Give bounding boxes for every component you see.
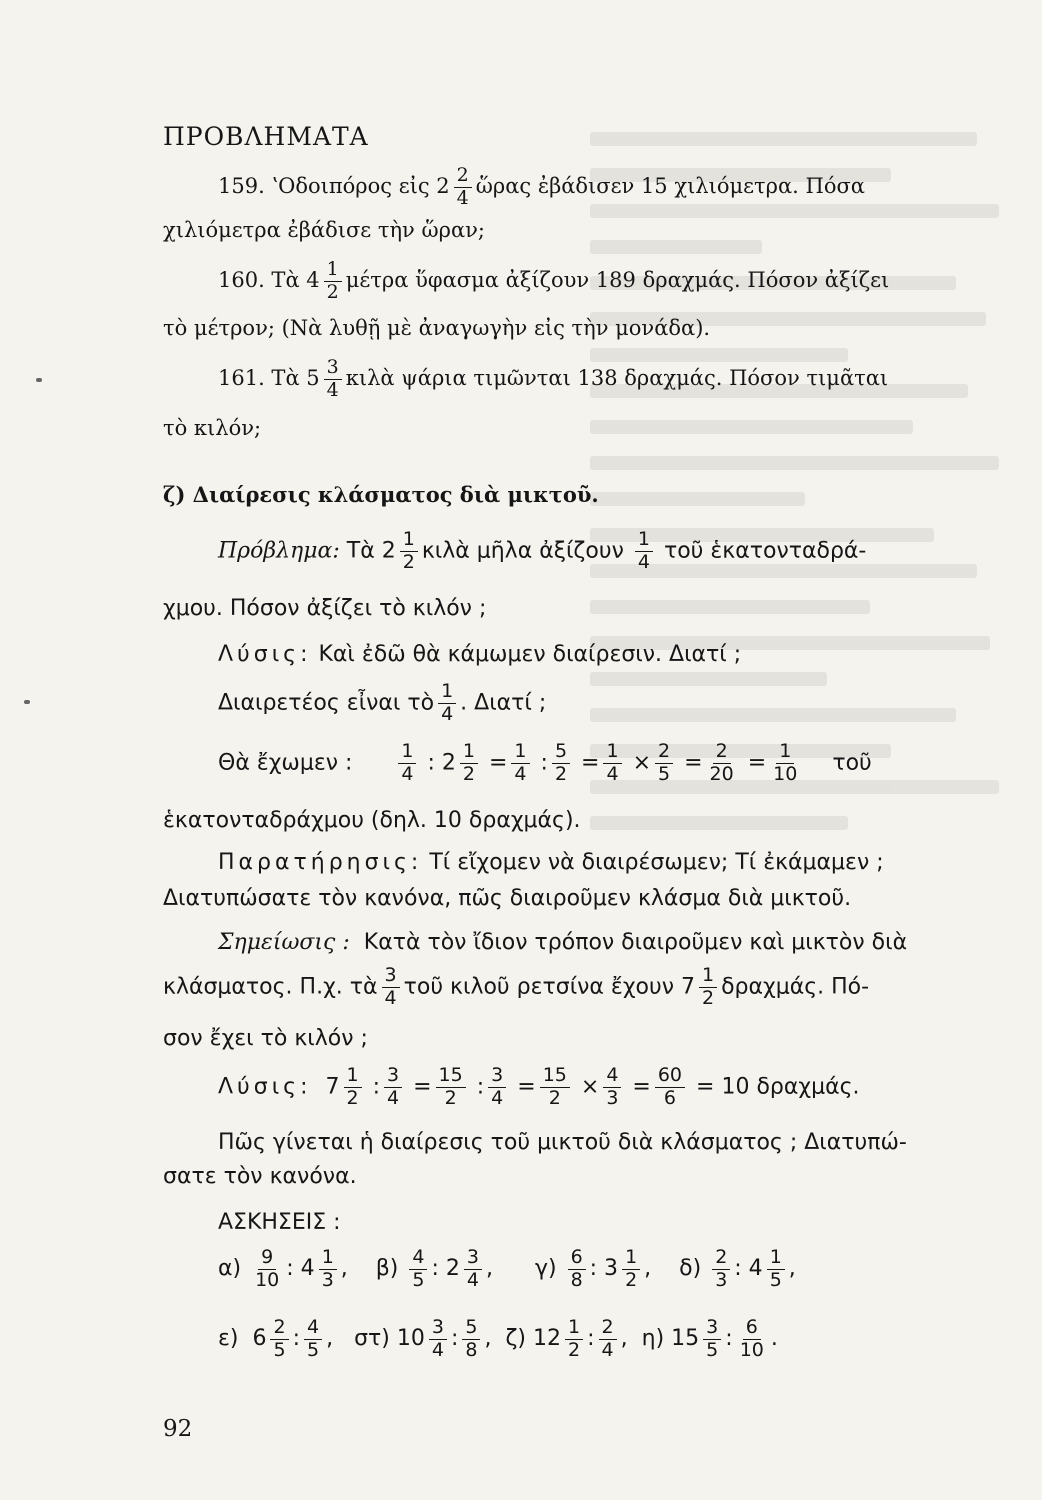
exercise-e: ε) 6 $\frac{2}{5}$ : $\frac{4}{5}$ , xyxy=(218,1316,334,1361)
example-problem: Πρόβλημα: Τὰ 2 $\frac{1}{2}$ κιλὰ μῆλα ἀξίζουν $\frac{1}{4}$ τοῦ ἑκατονταδρά- xyxy=(218,528,867,573)
fraction: $\frac{6}{10}$ xyxy=(739,1316,764,1361)
observation-cont: Διατυπώσατε τὸν κανόνα, πῶς διαιροῦμεν κλάσμα διὰ μικτοῦ. xyxy=(163,886,852,911)
fraction: $\frac{2}{3}$ xyxy=(712,1248,730,1291)
fraction: $\frac{3}{5}$ xyxy=(703,1318,721,1361)
exercise-d: δ) $\frac{2}{3}$ : 4 $\frac{1}{5}$ , xyxy=(679,1246,796,1291)
calculation-1: Θὰ ἔχωμεν : $\frac{1}{4}$ : 2 $\frac{1}{2}$ = $\frac{1}{4}$ : $\frac{5}{2}$ = $\frac{1}{4}$ × $\frac{2}{5}$ = $\frac{2}{20}$ = $\frac{1}{10}$ τοῦ xyxy=(218,740,872,785)
subsection-heading: ζ) Διαίρεσις κλάσματος διὰ μικτοῦ. xyxy=(163,482,599,507)
observation: Παρατήρησις: Τί εἴχομεν νὰ διαιρέσωμεν; Τί ἐκάμαμεν ; xyxy=(218,850,884,875)
fraction: $\frac{60}{6}$ xyxy=(655,1066,685,1109)
problem-161-cont: τὸ κιλόν; xyxy=(163,416,262,440)
example-problem-cont: χμου. Πόσον ἀξίζει τὸ κιλόν ; xyxy=(163,596,487,621)
fraction: $\frac{2}{4}$ xyxy=(599,1318,617,1361)
fraction: $\frac{2}{20}$ xyxy=(709,740,734,785)
note-line-3: σον ἔχει τὸ κιλόν ; xyxy=(163,1026,368,1051)
note-line-2: κλάσματος. Π.χ. τὰ $\frac{3}{4}$ τοῦ κιλοῦ ρετσίνα ἔχουν 7 $\frac{1}{2}$ δραχμάς. Πό- xyxy=(163,964,870,1009)
calculation-2: Λύσις: 7 $\frac{1}{2}$ : $\frac{3}{4}$ = $\frac{15}{2}$ : $\frac{3}{4}$ = $\frac{15}{2}$ × $\frac{4}{3}$ = $\frac{60}{6}$ = 10 δραχμάς. xyxy=(218,1064,860,1109)
fraction: $\frac{1}{2}$ xyxy=(622,1248,640,1291)
fraction: $\frac{9}{10}$ xyxy=(255,1246,280,1291)
exercise-b: β) $\frac{4}{5}$ : 2 $\frac{3}{4}$ , xyxy=(375,1246,493,1291)
fraction: $\frac{3}{4}$ xyxy=(324,358,342,401)
calculation-1-cont: ἑκατονταδράχμου (δηλ. 10 δραχμάς). xyxy=(163,808,581,833)
fraction: $\frac{2}{5}$ xyxy=(270,1318,288,1361)
fraction: $\frac{1}{5}$ xyxy=(767,1248,785,1291)
fraction: $\frac{1}{2}$ xyxy=(565,1318,583,1361)
problem-160: 160. Τὰ 4 $\frac{1}{2}$ μέτρα ὕφασμα ἀξίζουν 189 δραχμάς. Πόσον ἀξίζει xyxy=(218,258,890,303)
scan-speck xyxy=(24,700,30,704)
fraction: $\frac{6}{8}$ xyxy=(568,1248,586,1291)
fraction: $\frac{15}{2}$ xyxy=(436,1066,466,1109)
fraction: $\frac{3}{4}$ xyxy=(488,1066,506,1109)
section-title: ΠΡΟΒΛΗΜΑΤΑ xyxy=(163,122,369,151)
exercise-a: α) $\frac{9}{10}$ : 4 $\frac{1}{3}$ , xyxy=(218,1246,348,1291)
exercise-f: στ) 10 $\frac{3}{4}$ : $\frac{5}{8}$ , xyxy=(354,1316,492,1361)
exercise-row-2 xyxy=(218,1318,778,1361)
exercise-g: ζ) 12 $\frac{1}{2}$ : $\frac{2}{4}$ , xyxy=(505,1316,628,1361)
fraction: $\frac{1}{3}$ xyxy=(319,1248,337,1291)
fraction: $\frac{5}{2}$ xyxy=(552,742,570,785)
exercise-row-1 xyxy=(218,1248,796,1291)
exercise-c: γ) $\frac{6}{8}$ : 3 $\frac{1}{2}$ , xyxy=(534,1246,652,1291)
fraction: $\frac{1}{2}$ xyxy=(460,742,478,785)
fraction: $\frac{1}{10}$ xyxy=(773,740,798,785)
fraction: $\frac{1}{2}$ xyxy=(324,260,342,303)
problem-159-cont: χιλιόμετρα ἐβάδισε τὴν ὥραν; xyxy=(163,218,485,242)
fraction: $\frac{3}{4}$ xyxy=(429,1318,447,1361)
fraction: $\frac{1}{2}$ xyxy=(699,966,717,1009)
problem-160-cont: τὸ μέτρον; (Νὰ λυθῇ μὲ ἀναγωγὴν εἰς τὴν μονάδα). xyxy=(163,316,711,340)
fraction: $\frac{4}{5}$ xyxy=(304,1318,322,1361)
fraction: $\frac{2}{4}$ xyxy=(454,166,472,209)
problem-159: 159. ʽΟδοιπόρος εἰς 2 $\frac{2}{4}$ ὥρας ἐβάδισεν 15 χιλιόμετρα. Πόσα xyxy=(218,164,865,209)
fraction: $\frac{3}{4}$ xyxy=(384,1066,402,1109)
fraction: $\frac{1}{4}$ xyxy=(438,682,456,725)
fraction: $\frac{4}{3}$ xyxy=(603,1066,621,1109)
fraction: $\frac{4}{5}$ xyxy=(409,1248,427,1291)
fraction: $\frac{15}{2}$ xyxy=(540,1066,570,1109)
fraction: $\frac{1}{4}$ xyxy=(511,742,529,785)
note: Σημείωσις : Κατὰ τὸν ἴδιον τρόπον διαιροῦμεν καὶ μικτὸν διὰ xyxy=(218,930,908,955)
dividend-line: Διαιρετέος εἶναι τὸ $\frac{1}{4}$ . Διατί ; xyxy=(218,680,547,725)
exercise-h: η) 15 $\frac{3}{5}$ : $\frac{6}{10}$ . xyxy=(641,1316,778,1361)
fraction: $\frac{3}{4}$ xyxy=(464,1248,482,1291)
fraction: $\frac{1}{4}$ xyxy=(603,742,621,785)
problem-161: 161. Τὰ 5 $\frac{3}{4}$ κιλὰ ψάρια τιμῶνται 138 δραχμάς. Πόσον τιμᾶται xyxy=(218,356,889,401)
fraction: $\frac{1}{2}$ xyxy=(344,1066,362,1109)
fraction: $\frac{1}{4}$ xyxy=(635,530,653,573)
fraction: $\frac{5}{8}$ xyxy=(462,1318,480,1361)
scan-speck xyxy=(36,378,42,382)
fraction: $\frac{2}{5}$ xyxy=(655,742,673,785)
fraction: $\frac{1}{4}$ xyxy=(398,742,416,785)
exercises-title: ΑΣΚΗΣΕΙΣ : xyxy=(218,1210,341,1235)
fraction: $\frac{3}{4}$ xyxy=(382,966,400,1009)
question-cont: σατε τὸν κανόνα. xyxy=(163,1164,357,1189)
solution-line: Λύσις: Καὶ ἐδῶ θὰ κάμωμεν διαίρεσιν. Διατί ; xyxy=(218,642,742,667)
page-number: 92 xyxy=(163,1416,193,1442)
fraction: $\frac{1}{2}$ xyxy=(400,530,418,573)
question: Πῶς γίνεται ἡ διαίρεσις τοῦ μικτοῦ διὰ κλάσματος ; Διατυπώ- xyxy=(218,1130,907,1155)
